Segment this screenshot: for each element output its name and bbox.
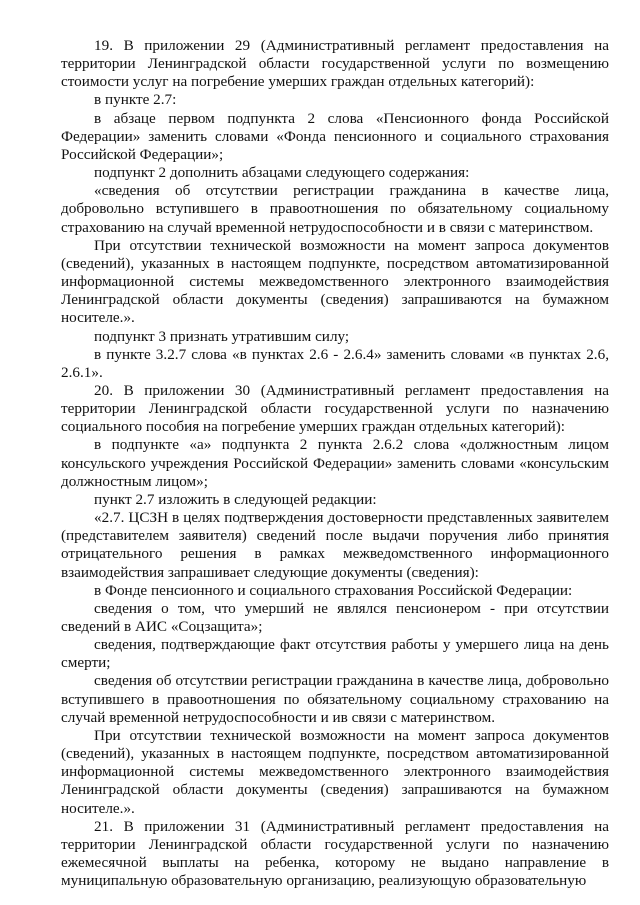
paragraph-no-tech-possibility-2: При отсутствии технической возможности на момент запроса документов (сведений), указанных в настоящем подпункте, посредством автоматизированной информационной системы межведомственного электронного взаимодействия Ленинградской области документы (сведения) запрашиваются на бумажном носителе.». — [61, 726, 609, 817]
paragraph-point-2-7-new: пункт 2.7 изложить в следующей редакции: — [94, 490, 377, 508]
paragraph-point-2-7: в пункте 2.7: — [94, 91, 177, 109]
paragraph-subpoint-3-void: подпункт 3 признать утратившим силу; — [94, 327, 350, 345]
paragraph-no-tech-possibility: При отсутствии технической возможности на момент запроса документов (сведений), указанных в настоящем подпункте, посредством автоматизированной информационной системы межведомственного электронного взаимодействия Ленинградской области документы (сведения) запрашиваются на бумажном носителе.». — [61, 236, 609, 327]
document-page — [61, 37, 609, 890]
paragraph-add-subpoint: подпункт 2 дополнить абзацами следующего содержания: — [94, 164, 470, 182]
paragraph-consular-official: в подпункте «а» подпункта 2 пункта 2.6.2 слова «должностным лицом консульского учреждения Российской Федерации» заменить словами «консульским должностным лицом»; — [61, 436, 609, 490]
paragraph-item-20: 20. В приложении 30 (Административный регламент предоставления на территории Ленинградской области государственной услуги по назначению социального пособия на погребение умерших граждан отдельных категорий): — [61, 381, 609, 436]
paragraph-no-work: сведения, подтверждающие факт отсутствия работы у умершего лица на день смерти; — [61, 636, 609, 672]
paragraph-not-pensioner: сведения о том, что умерший не являлся пенсионером - при отсутствии сведений в АИС «Соцзащита»; — [61, 599, 609, 635]
paragraph-quote-registration: «сведения об отсутствии регистрации гражданина в качестве лица, добровольно вступившего в правоотношения по обязательному социальному страхованию на случай временной нетрудоспособности и в связи с материнством. — [61, 182, 609, 236]
paragraph-replace-pfr: в абзаце первом подпункта 2 слова «Пенсионного фонда Российской Федерации» заменить словами «Фонда пенсионного и социального страхования Российской Федерации»; — [61, 109, 609, 163]
paragraph-item-19: 19. В приложении 29 (Административный регламент предоставления на территории Ленинградской области государственной услуги по возмещению стоимости услуг на погребение умерших граждан отдельных категорий): — [61, 37, 609, 91]
paragraph-point-3-2-7: в пункте 3.2.7 слова «в пунктах 2.6 - 2.6.4» заменить словами «в пунктах 2.6, 2.6.1». — [61, 345, 609, 381]
paragraph-cszn-request: «2.7. ЦСЗН в целях подтверждения достоверности представленных заявителем (представителем заявителя) сведений после выдачи поручения либо принятия отрицательного решения в рамках межведомственного информационного взаимодействия запрашивает следующие документы (сведения): — [61, 509, 609, 581]
paragraph-no-registration: сведения об отсутствии регистрации гражданина в качестве лица, добровольно вступившего в правоотношения по обязательному социальному страхованию на случай временной нетрудоспособности и ив связи с материнством. — [61, 672, 609, 726]
paragraph-fund: в Фонде пенсионного и социального страхования Российской Федерации: — [94, 581, 573, 599]
paragraph-item-21: 21. В приложении 31 (Административный регламент предоставления на территории Ленинградской области государственной услуги по назначению ежемесячной выплаты на ребенка, которому не выдано направление в муниципальную образовательную организацию, реализующую образовательную — [61, 817, 609, 890]
